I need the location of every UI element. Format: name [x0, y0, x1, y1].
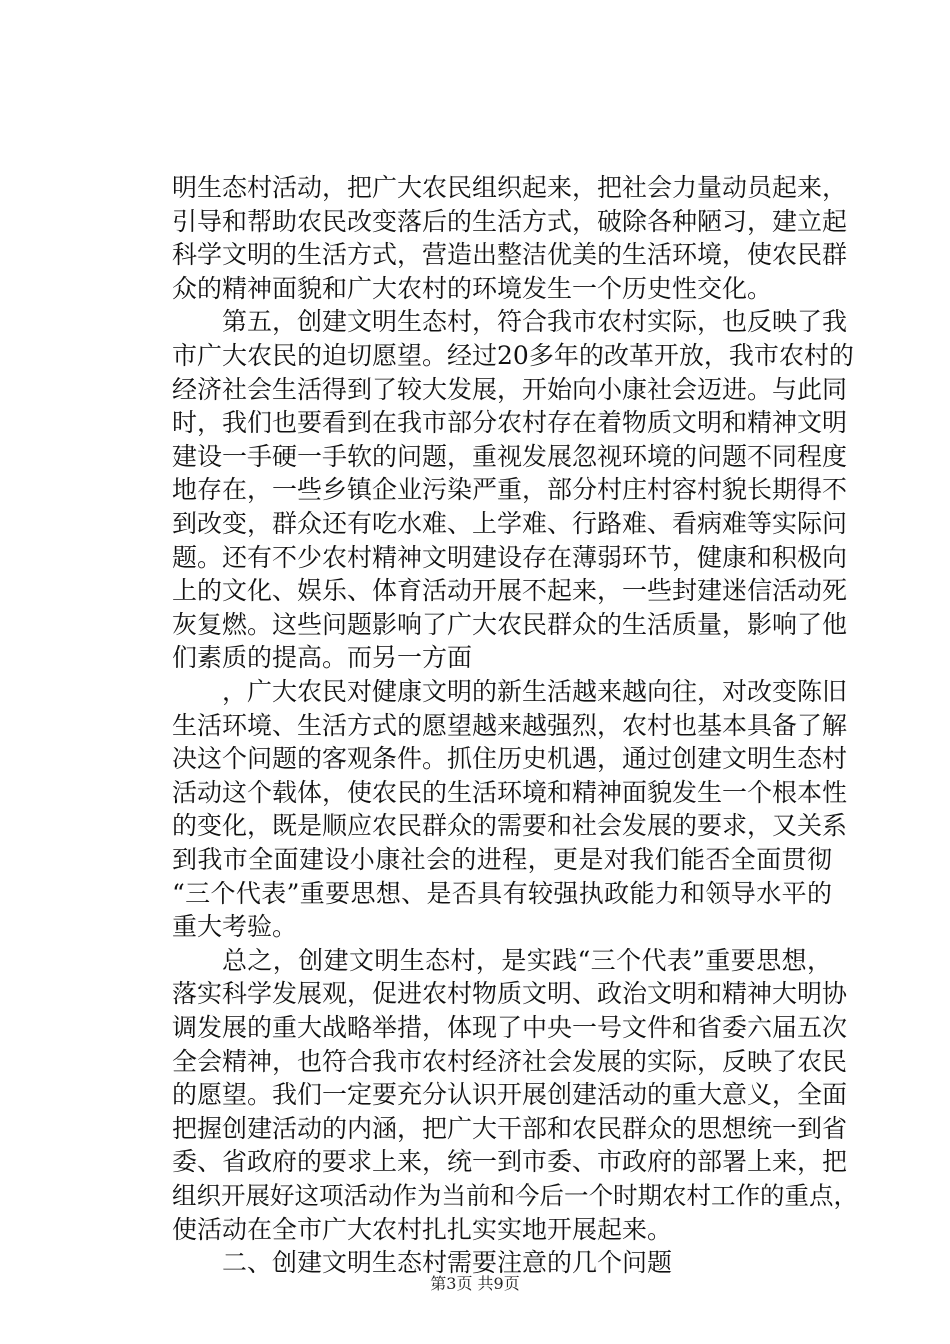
text-line: 灰复燃。这些问题影响了广大农民群众的生活质量，影响了他 — [172, 609, 848, 639]
text-line: 的变化，既是顺应农民群众的需要和社会发展的要求，又关系 — [172, 811, 848, 841]
text-line: 决这个问题的客观条件。抓住历史机遇，通过创建文明生态村 — [172, 744, 848, 774]
text-line: 重大考验。 — [172, 912, 298, 942]
paragraph-start-line: 总之，创建文明生态村，是实践“三个代表”重要思想， — [222, 945, 832, 975]
text-line: 明生态村活动，把广大农民组织起来，把社会力量动员起来， — [172, 173, 848, 202]
text-line: 全会精神，也符合我市农村经济社会发展的实际，反映了农民 — [172, 1046, 848, 1076]
text-line: “三个代表”重要思想、是否具有较强执政能力和领导水平的 — [172, 878, 832, 908]
text-line: 们素质的提高。而另一方面 — [172, 643, 473, 673]
text-line: 到我市全面建设小康社会的进程，更是对我们能否全面贯彻 — [172, 845, 832, 874]
text-line: 地存在，一些乡镇企业污染严重，部分村庄村容村貌长期得不 — [172, 475, 848, 505]
text-line: 委、省政府的要求上来，统一到市委、市政府的部署上来，把 — [172, 1147, 848, 1177]
text-line: 时，我们也要看到在我市部分农村存在着物质文明和精神文明 — [172, 408, 848, 438]
text-line: 使活动在全市广大农村扎扎实实地开展起来。 — [172, 1214, 673, 1244]
text-line: 市广大农民的迫切愿望。经过20多年的改革开放，我市农村的 — [172, 341, 854, 370]
text-line: 经济社会生活得到了较大发展，开始向小康社会迈进。与此同 — [172, 374, 848, 404]
text-line: 建设一手硬一手软的问题，重视发展忽视环境的问题不同程度 — [172, 441, 848, 471]
text-line: 到改变，群众还有吃水难、上学难、行路难、看病难等实际问 — [172, 509, 848, 538]
text-line: 科学文明的生活方式，营造出整洁优美的生活环境，使农民群 — [172, 240, 848, 270]
section-heading: 二、创建文明生态村需要注意的几个问题 — [222, 1248, 673, 1278]
paragraph-start-line: 第五，创建文明生态村，符合我市农村实际，也反映了我 — [222, 307, 848, 337]
text-line: 题。还有不少农村精神文明建设存在薄弱环节，健康和积极向 — [172, 542, 848, 572]
paragraph-start-line: ，广大农民对健康文明的新生活越来越向往，对改变陈旧 — [222, 677, 848, 706]
text-line: 活动这个载体，使农民的生活环境和精神面貌发生一个根本性 — [172, 777, 848, 807]
text-line: 生活环境、生活方式的愿望越来越强烈，农村也基本具备了解 — [172, 710, 848, 740]
text-line: 引导和帮助农民改变落后的生活方式，破除各种陋习，建立起 — [172, 206, 848, 236]
text-line: 组织开展好这项活动作为当前和今后一个时期农村工作的重点， — [172, 1181, 858, 1210]
text-line: 众的精神面貌和广大农村的环境发生一个历史性交化。 — [172, 273, 773, 303]
text-line: 上的文化、娱乐、体育活动开展不起来，一些封建迷信活动死 — [172, 576, 848, 606]
text-line: 调发展的重大战略举措，体现了中央一号文件和省委六届五次 — [172, 1013, 848, 1042]
text-line: 的愿望。我们一定要充分认识开展创建活动的重大意义，全面 — [172, 1080, 848, 1110]
text-line: 落实科学发展观，促进农村物质文明、政治文明和精神大明协 — [172, 979, 848, 1009]
page-footer: 第3页 共9页 — [430, 1274, 520, 1293]
text-line: 把握创建活动的内涵，把广大干部和农民群众的思想统一到省 — [172, 1113, 848, 1143]
